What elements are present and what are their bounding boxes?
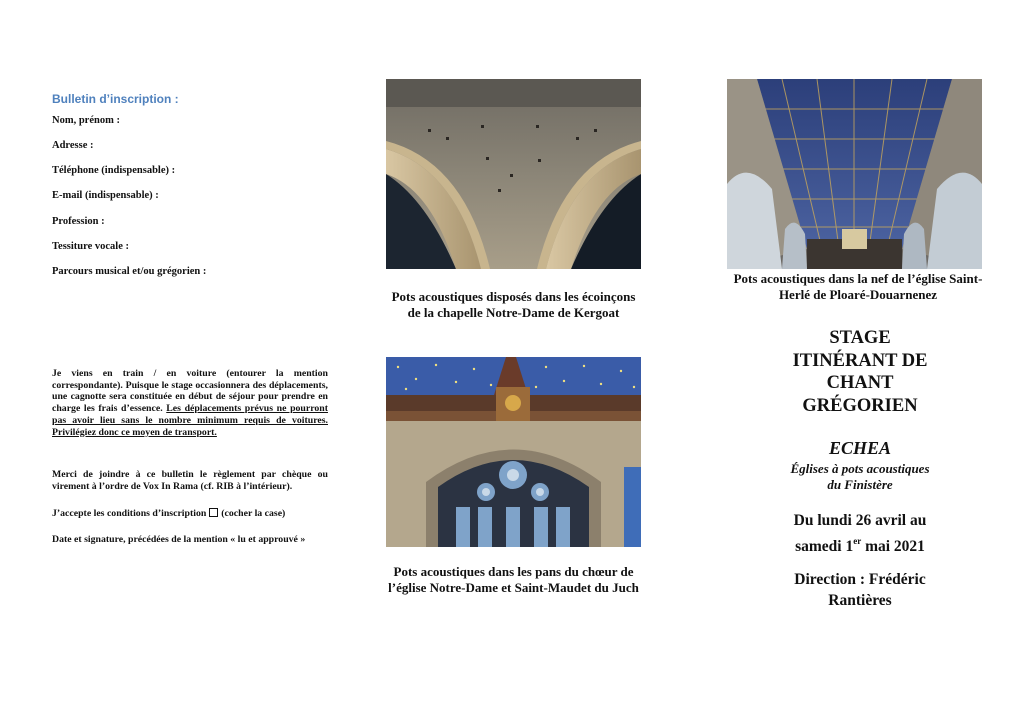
transport-paragraph — [52, 368, 328, 438]
accept-text: J’accepte les conditions d’inscription — [52, 508, 207, 519]
date-line-2 — [740, 531, 980, 557]
payment-paragraph: Merci de joindre à ce bulletin le règlement par chèque ou virement à l’ordre de Vox In Rama (cf. RIB à l’intérieur). — [52, 469, 328, 492]
field-voice-label: Tessiture vocale : — [52, 241, 129, 252]
field-profession-label: Profession : — [52, 216, 105, 227]
field-name-label: Nom, prénom : — [52, 115, 120, 126]
field-address-label: Adresse : — [52, 140, 94, 151]
direction-line-2: Rantières — [828, 592, 892, 609]
stage-dates — [740, 510, 980, 557]
ploare-photo — [727, 79, 982, 269]
field-music-label: Parcours musical et/ou grégorien : — [52, 266, 207, 277]
title-line-4: GRÉGORIEN — [802, 395, 918, 416]
transport-text: Je viens en train / en voiture (entourer la mention correspondante). Puisque le stage occasionnera des déplacements, une cagnotte sera constituée en début de séjour pour prendre en charge les frais d’essence. — [52, 368, 328, 415]
signature-paragraph: Date et signature, précédées de la mention « lu et approuvé » — [52, 534, 306, 545]
direction — [740, 569, 980, 611]
ploare-caption: Pots acoustiques dans la nef de l’église Saint-Herlé de Ploaré-Douarnenez — [733, 271, 983, 302]
subtitle-line-2: du Finistère — [827, 477, 893, 492]
date-line-1: Du lundi 26 avril au — [793, 512, 927, 529]
title-line-2: ITINÉRANT DE — [792, 350, 928, 371]
juch-caption: Pots acoustiques dans les pans du chœur de l’église Notre-Dame et Saint-Maudet du Juch — [388, 564, 639, 595]
date-ordinal: er — [853, 536, 862, 546]
stage-title — [740, 327, 980, 417]
kergoat-photo — [386, 79, 641, 269]
date-month-year: mai 2021 — [861, 538, 925, 555]
accept-checkbox[interactable] — [209, 508, 218, 517]
direction-line-1: Direction : Frédéric — [794, 571, 926, 588]
accept-hint: (cocher la case) — [221, 508, 286, 519]
program-subtitle — [740, 461, 980, 493]
juch-photo — [386, 357, 641, 547]
field-phone-label: Téléphone (indispensable) : — [52, 165, 176, 176]
subtitle-line-1: Églises à pots acoustiques — [790, 461, 930, 476]
accept-line — [52, 508, 328, 520]
field-email-label: E-mail (indispensable) : — [52, 190, 159, 201]
date-day: samedi 1 — [795, 538, 854, 555]
title-line-3: CHANT — [826, 373, 894, 393]
transport-warning: Les déplacements prévus ne pourront pas avoir lieu sans le nombre minimum requis de voitures. Privilégiez donc ce moyen de transport. — [52, 403, 328, 438]
program-name: ECHEA — [828, 438, 892, 458]
title-line-1: STAGE — [829, 328, 891, 348]
kergoat-caption: Pots acoustiques disposés dans les écoinçons de la chapelle Notre-Dame de Kergoat — [391, 289, 636, 320]
form-title: Bulletin d’inscription : — [52, 92, 179, 106]
